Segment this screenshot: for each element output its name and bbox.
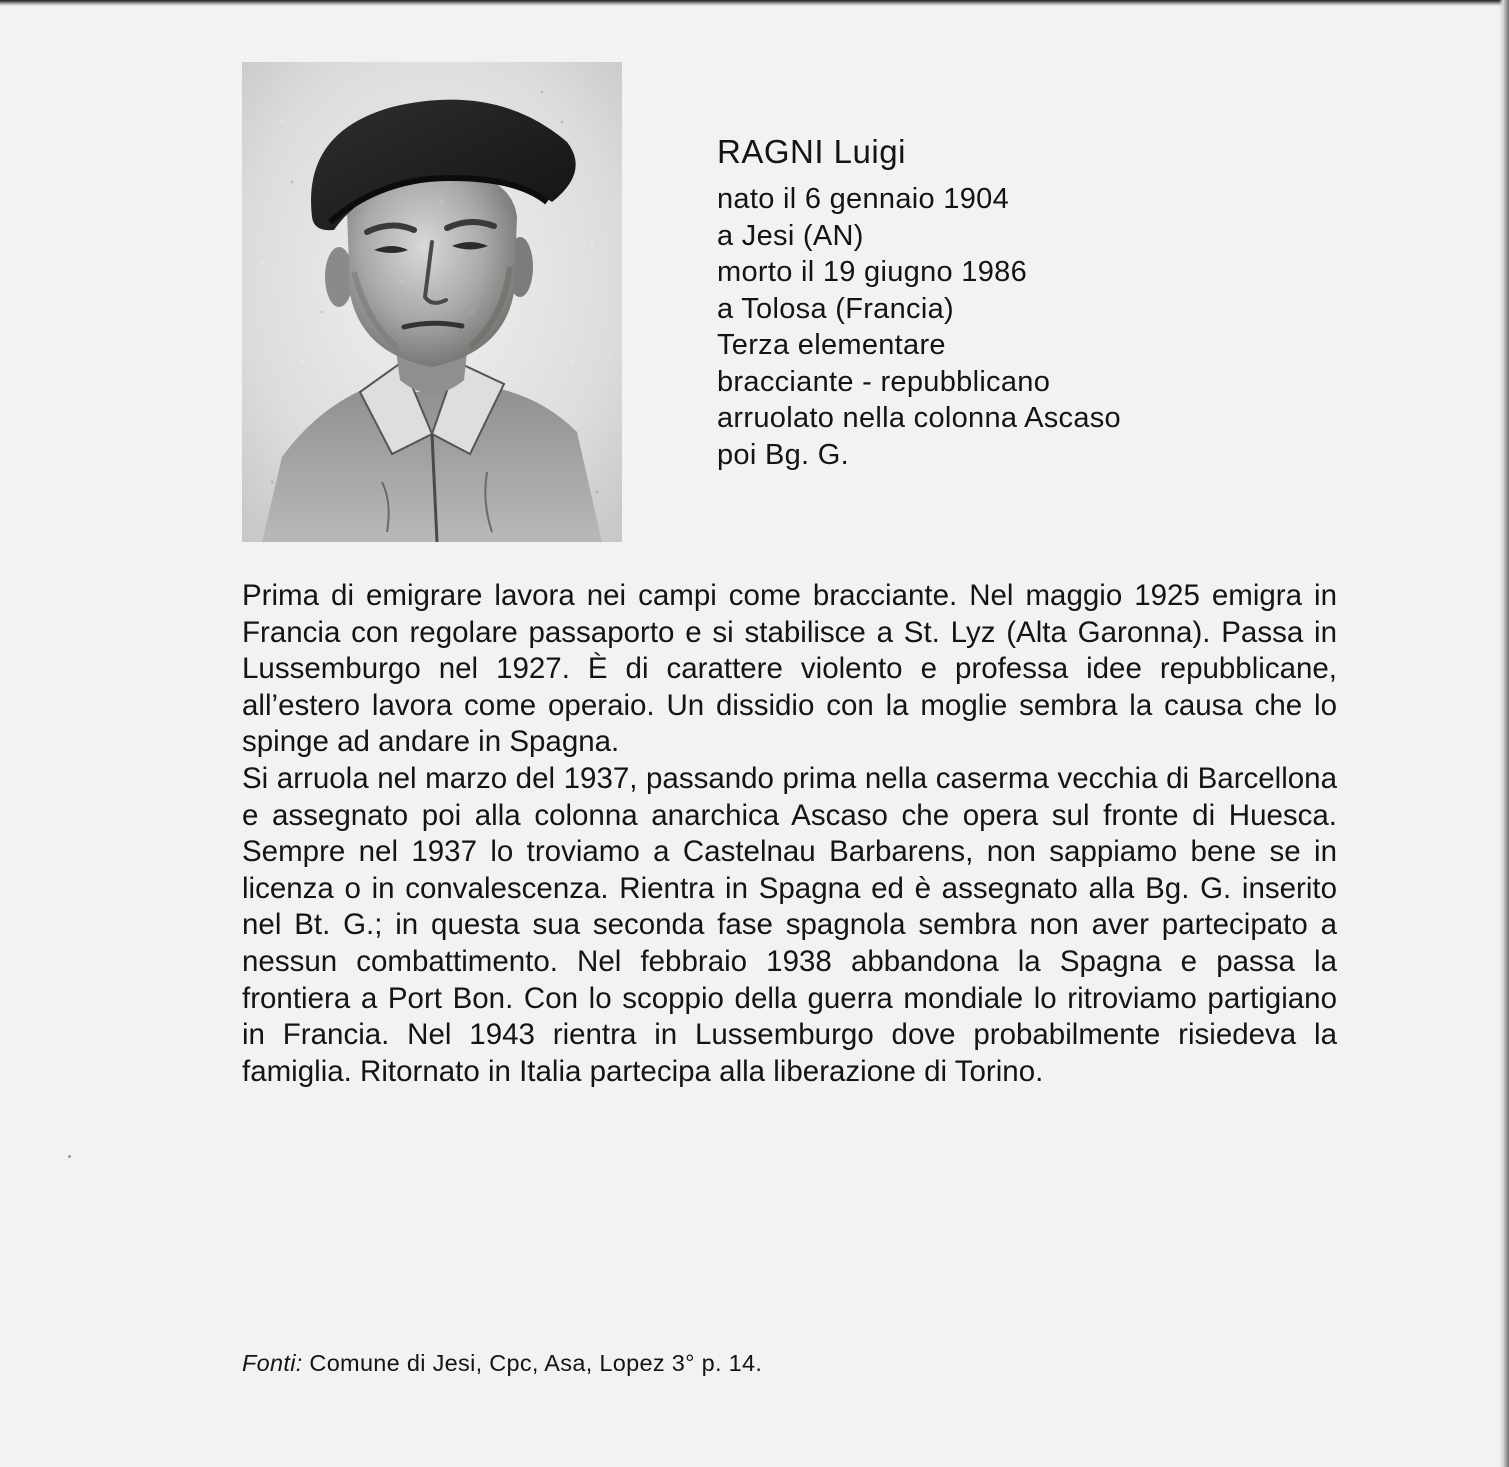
biography-paragraph: Si arruola nel marzo del 1937, passando prima nella caserma vecchia di Barcellona e assegnato poi alla colonna anarchica Ascaso che opera sul fronte di Huesca. Sempre nel 1937 lo troviamo a Castelnau Barbarens, non sappiamo bene se in licenza o in convalescenza. Rientra in Spagna ed è assegnato alla Bg. G. inserito nel Bt. G.; in questa sua seconda fase spagnola sembra non aver partecipato a nessun combattimento. Nel febbraio 1938 abbandona la Spagna e passa la frontiera a Port Bon. Con lo scoppio della guerra mondiale lo ritroviamo partigiano in Francia. Nel 1943 rientra in Lussemburgo dove probabilmente risiedeva la famiglia. Ritornato in Italia partecipa alla liberazione di Torino. xyxy=(242,761,1337,1088)
occupation-politics: bracciante - repubblicano xyxy=(717,365,1051,398)
birth-place: a Jesi (AN) xyxy=(717,219,864,252)
enlistment: arruolato nella colonna Ascaso xyxy=(717,402,1121,434)
education: Terza elementare xyxy=(717,329,946,361)
biography xyxy=(242,578,1337,1090)
death-date: morto il 19 giugno 1986 xyxy=(717,256,1027,288)
portrait-photo xyxy=(242,62,622,542)
paper-speck xyxy=(68,1155,71,1158)
sources-text: Comune di Jesi, Cpc, Asa, Lopez 3° p. 14. xyxy=(309,1350,763,1376)
person-name: RAGNI Luigi xyxy=(717,133,906,170)
death-place: a Tolosa (Francia) xyxy=(717,292,954,325)
person-details-list xyxy=(717,181,1357,473)
portrait-illustration xyxy=(242,62,622,542)
page-top-edge xyxy=(0,0,1509,6)
birth-date: nato il 6 gennaio 1904 xyxy=(717,183,1010,215)
page-right-edge xyxy=(1499,0,1509,1467)
person-header xyxy=(717,133,1357,473)
sources-line xyxy=(242,1350,762,1377)
sources-label: Fonti: xyxy=(242,1350,303,1376)
later-unit: poi Bg. G. xyxy=(717,438,849,471)
biography-paragraph: Prima di emigrare lavora nei campi come bracciante. Nel maggio 1925 emigra in Francia con regolare passaporto e si stabilisce a St. Lyz (Alta Garonna). Passa in Lussemburgo nel 1927. È di carattere violento e professa idee repubblicane, all’estero lavora come operaio. Un dissidio con la moglie sembra la causa che lo spinge ad andare in Spagna. xyxy=(242,579,1337,759)
